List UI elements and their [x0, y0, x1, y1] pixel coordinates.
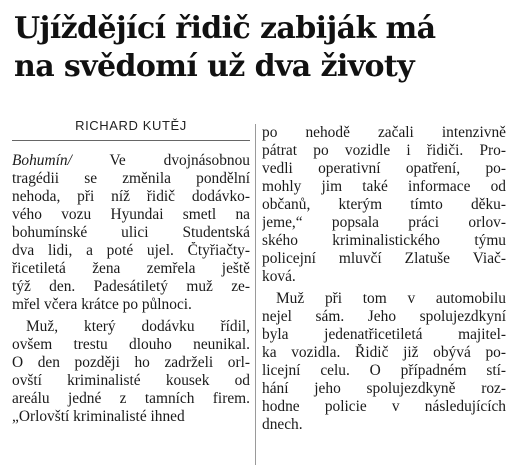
headline-line-1: Ujíždějící řidič zabiják má — [14, 11, 436, 46]
text-line: občanů, kterým tímto děku- — [262, 196, 506, 213]
right-paragraph-1 — [262, 124, 506, 286]
dateline: Bohumín/ — [12, 152, 72, 169]
column-divider — [255, 124, 256, 465]
text-line: vedli operativní opatření, po- — [262, 160, 506, 177]
text-line: nehoda, při níž řidič dodávko- — [12, 188, 250, 205]
article-byline: RICHARD KUTĚJ — [75, 118, 187, 133]
text-line: ková. — [262, 268, 296, 285]
text-line: policejní mluvčí Zlatuše Viač- — [262, 250, 506, 267]
text-line: hodne policie v následujících — [262, 398, 506, 415]
text-line: jeme,“ popsala práci orlov- — [262, 214, 506, 231]
right-paragraph-2 — [262, 290, 506, 434]
left-paragraph-1 — [12, 152, 250, 314]
text-line: Muž při tom v automobilu — [276, 290, 506, 307]
byline-divider — [12, 140, 250, 141]
text-line: pátrat po vozidle i řidiči. Pro- — [262, 142, 506, 159]
text-line: Bohumín/ Ve dvojnásobnou — [12, 152, 250, 169]
text-line: O den později ho zadrželi orl- — [12, 354, 250, 371]
text-line: nejel sám. Jeho spolujezdkyní — [262, 308, 506, 325]
text-line: tragédii se změnila pondělní — [12, 170, 250, 187]
left-column — [12, 152, 250, 426]
article-headline — [14, 10, 504, 86]
text-line: bohumínské ulici Studentská — [12, 224, 250, 241]
text-line: ovšem trestu dlouho neunikal. — [12, 336, 250, 353]
text-line: týž den. Padesátiletý muž ze- — [12, 278, 250, 295]
text-line: hání jeho spolujezdkyně roz- — [262, 380, 506, 397]
text-line: mohly jim také informace od — [262, 178, 506, 195]
text-line: po nehodě začali intenzivně — [262, 124, 506, 141]
headline-line-2: na svědomí už dva životy — [14, 49, 415, 84]
right-column — [262, 124, 506, 434]
text-line: licejní celu. O případném stí- — [262, 362, 506, 379]
text-line: dva lidi, a poté ujel. Čtyřiačty- — [12, 242, 250, 259]
text-line: dnech. — [262, 416, 303, 433]
text-line: Muž, který dodávku řídil, — [26, 318, 250, 335]
text-line: „Orlovští kriminalisté ihned — [12, 408, 185, 425]
text-line: byla jedenatřicetiletá majitel- — [262, 326, 506, 343]
text-line: řicetiletá žena zemřela ještě — [12, 260, 250, 277]
text-line: mřel včera krátce po půlnoci. — [12, 296, 192, 313]
text-line: vého vozu Hyundai smetl na — [12, 206, 250, 223]
text-line: ovští kriminalisté kousek od — [12, 372, 250, 389]
text-line: ka vozidla. Řidič již obývá po- — [262, 344, 506, 361]
text-line: areálu jedné z tamních firem. — [12, 390, 250, 407]
text-line: ského kriminalistického týmu — [262, 232, 506, 249]
left-paragraph-2 — [12, 318, 250, 426]
